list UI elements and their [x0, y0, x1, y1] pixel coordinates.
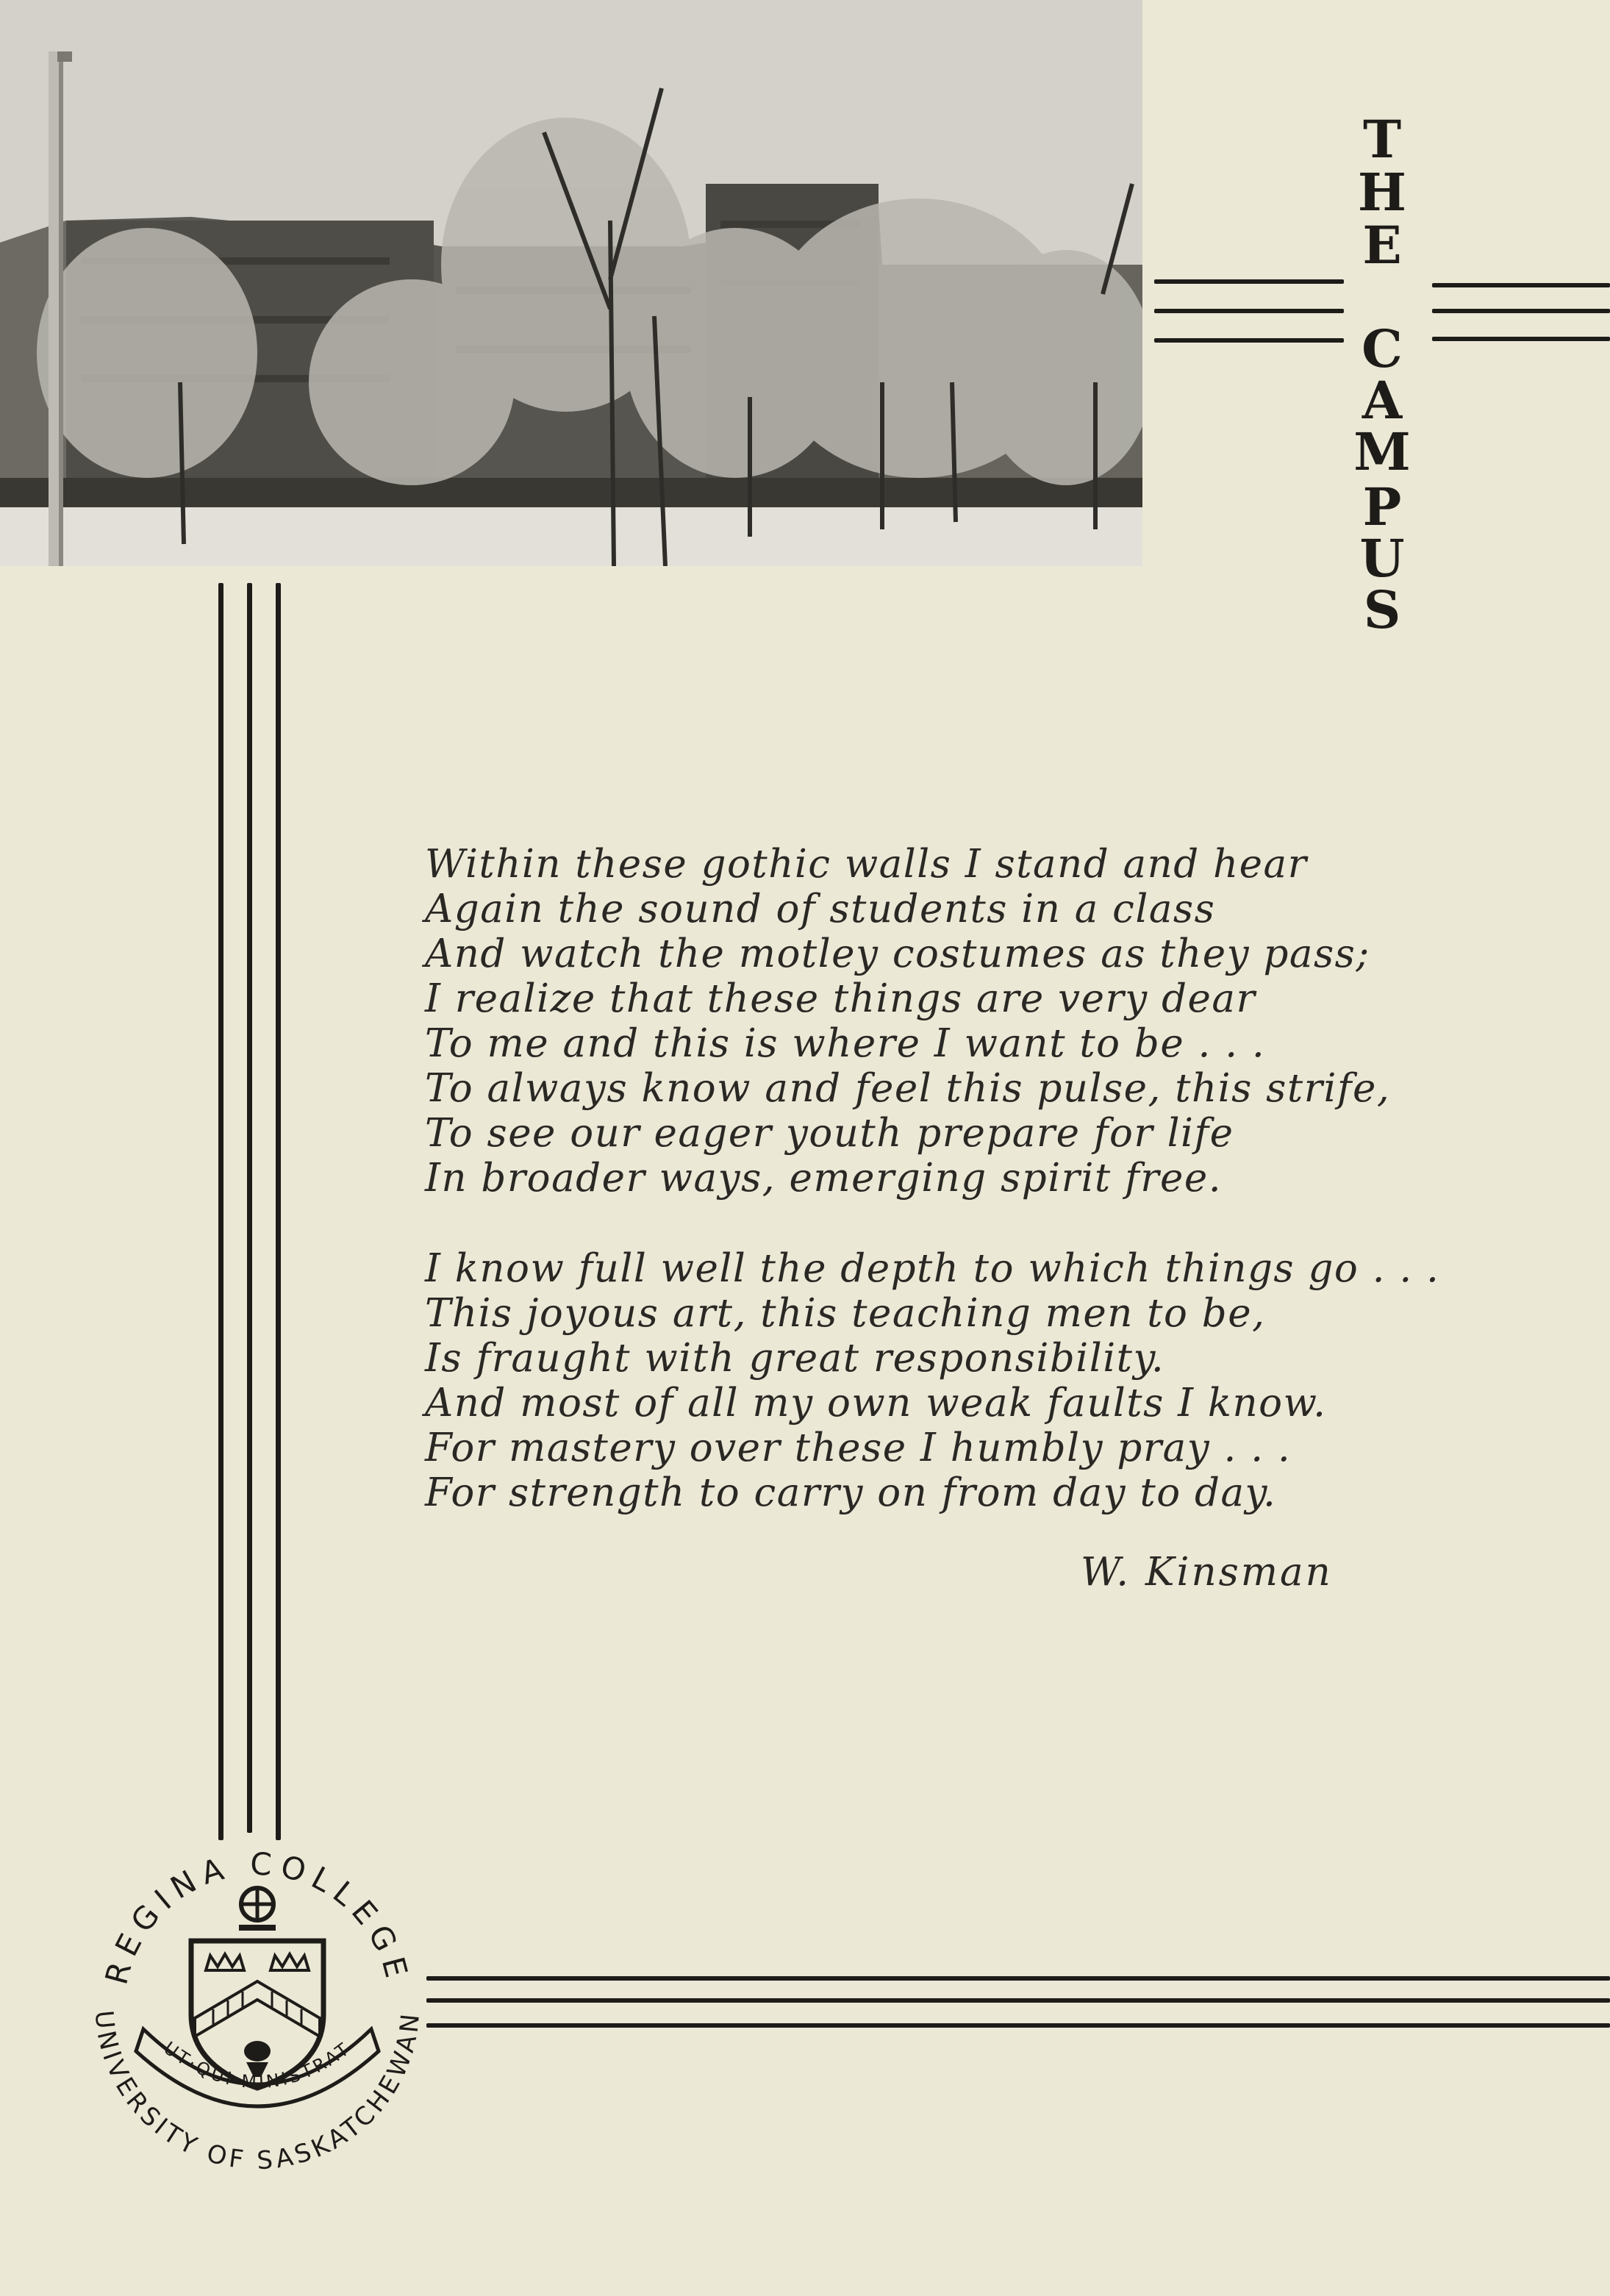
- stanza-gap: [425, 1201, 1454, 1246]
- poem-line: To me and this is where I want to be . . .: [425, 1021, 1266, 1066]
- poem-line: This joyous art, this teaching men to be,: [425, 1291, 1266, 1336]
- title-letter: T: [1362, 109, 1402, 170]
- poem-line: Is fraught with great responsibility.: [425, 1336, 1165, 1381]
- bottom-rule: [426, 1998, 1610, 2003]
- seal-emblem: [74, 1823, 441, 2191]
- seal-motto: UT·QUI·MINISTRAT: [160, 2037, 355, 2093]
- top-rule-left: [1154, 338, 1344, 343]
- left-vertical-rule: [276, 583, 281, 1840]
- campus-photo: [0, 0, 1142, 566]
- poem-line: For strength to carry on from day to day.: [425, 1470, 1277, 1515]
- title-letter: C: [1362, 318, 1403, 379]
- poem-line: To always know and feel this pulse, this strife,: [425, 1066, 1391, 1111]
- seal-top-text: REGINA COLLEGE: [98, 1845, 417, 1989]
- title-letter: A: [1362, 370, 1403, 431]
- poem-line: And most of all my own weak faults I know.: [425, 1381, 1327, 1426]
- top-rule-right: [1432, 309, 1610, 313]
- poem-line: Again the sound of students in a class: [425, 887, 1216, 931]
- title-letter: S: [1363, 579, 1401, 640]
- top-rule-left: [1154, 309, 1344, 313]
- poem-line: I realize that these things are very dear: [425, 976, 1256, 1021]
- poem-line: And watch the motley costumes as they pass;: [425, 931, 1370, 976]
- title-letter: E: [1362, 215, 1402, 276]
- top-rule-left: [1154, 279, 1344, 284]
- poem-line: To see our eager youth prepare for life: [425, 1111, 1234, 1156]
- poem-stanza: [425, 842, 1454, 1201]
- poem-line: I know full well the depth to which things go . . .: [425, 1246, 1440, 1291]
- poem: [425, 842, 1454, 1515]
- poem-stanza: [425, 1246, 1454, 1515]
- top-rule-right: [1432, 337, 1610, 341]
- seal-bottom-text: UNIVERSITY OF SASKATCHEWAN: [88, 2009, 426, 2176]
- bottom-rule: [426, 2023, 1610, 2028]
- title-letter: P: [1362, 476, 1402, 537]
- poem-line: Within these gothic walls I stand and hear: [425, 842, 1308, 887]
- title-letter: M: [1353, 421, 1411, 482]
- poem-author: W. Kinsman: [1081, 1550, 1333, 1595]
- poem-line: In broader ways, emerging spirit free.: [425, 1156, 1223, 1201]
- campus-building-winter-photo: [0, 0, 1142, 566]
- left-vertical-rule: [247, 583, 252, 1833]
- title-letter: H: [1357, 162, 1407, 223]
- bottom-rule: [426, 1976, 1610, 1981]
- title-letter: U: [1359, 528, 1405, 589]
- top-rule-right: [1432, 283, 1610, 287]
- college-seal: [74, 1823, 441, 2191]
- poem-line: For mastery over these I humbly pray . . .: [425, 1426, 1292, 1470]
- left-vertical-rule: [218, 583, 223, 1840]
